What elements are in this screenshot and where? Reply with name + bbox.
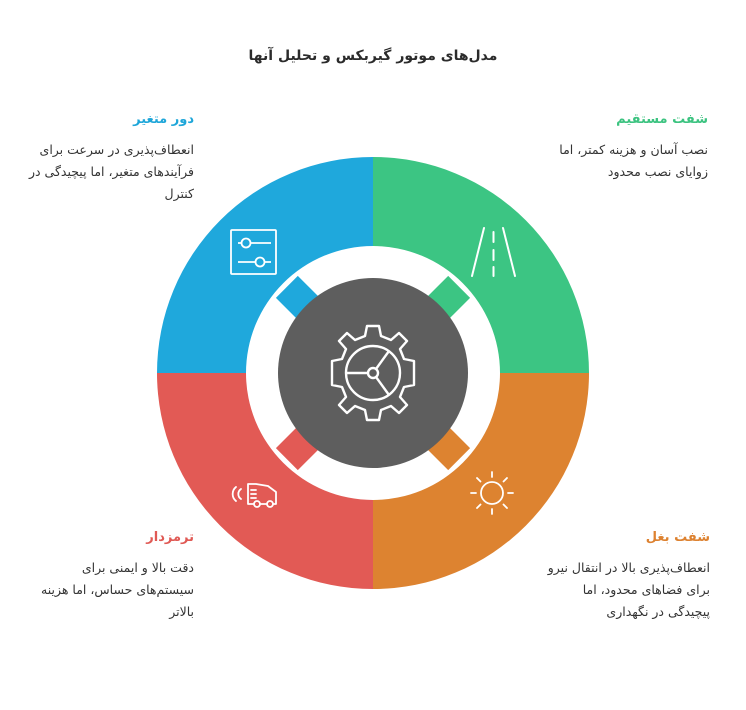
segment-description: دقت بالا و ایمنی برای سیستم‌های حساس، اما هزینه بالاتر	[41, 560, 194, 619]
segment-text-side-shaft	[540, 530, 710, 623]
segment-text-straight-shaft	[548, 112, 708, 183]
center-hub	[278, 278, 468, 468]
segment-description: انعطاف‌پذیری بالا در انتقال نیرو برای فضاهای محدود، اما پیچیدگی در نگهداری	[547, 560, 710, 619]
segment-heading: ترمزدار	[146, 530, 194, 545]
segment-description: نصب آسان و هزینه کمتر، اما زوایای نصب محدود	[559, 142, 708, 179]
segment-heading: شفت مستقیم	[616, 112, 708, 127]
segment-heading: دور متغیر	[133, 112, 194, 127]
segment-text-brake	[24, 530, 194, 623]
page-title: مدل‌های موتور گیربکس و تحلیل آنها	[248, 48, 498, 64]
segment-description: انعطاف‌پذیری در سرعت برای فرآیندهای متغیر، اما پیچیدگی در کنترل	[28, 142, 194, 201]
segment-heading: شفت بغل	[645, 530, 710, 545]
segment-text-variable-speed	[24, 112, 194, 205]
